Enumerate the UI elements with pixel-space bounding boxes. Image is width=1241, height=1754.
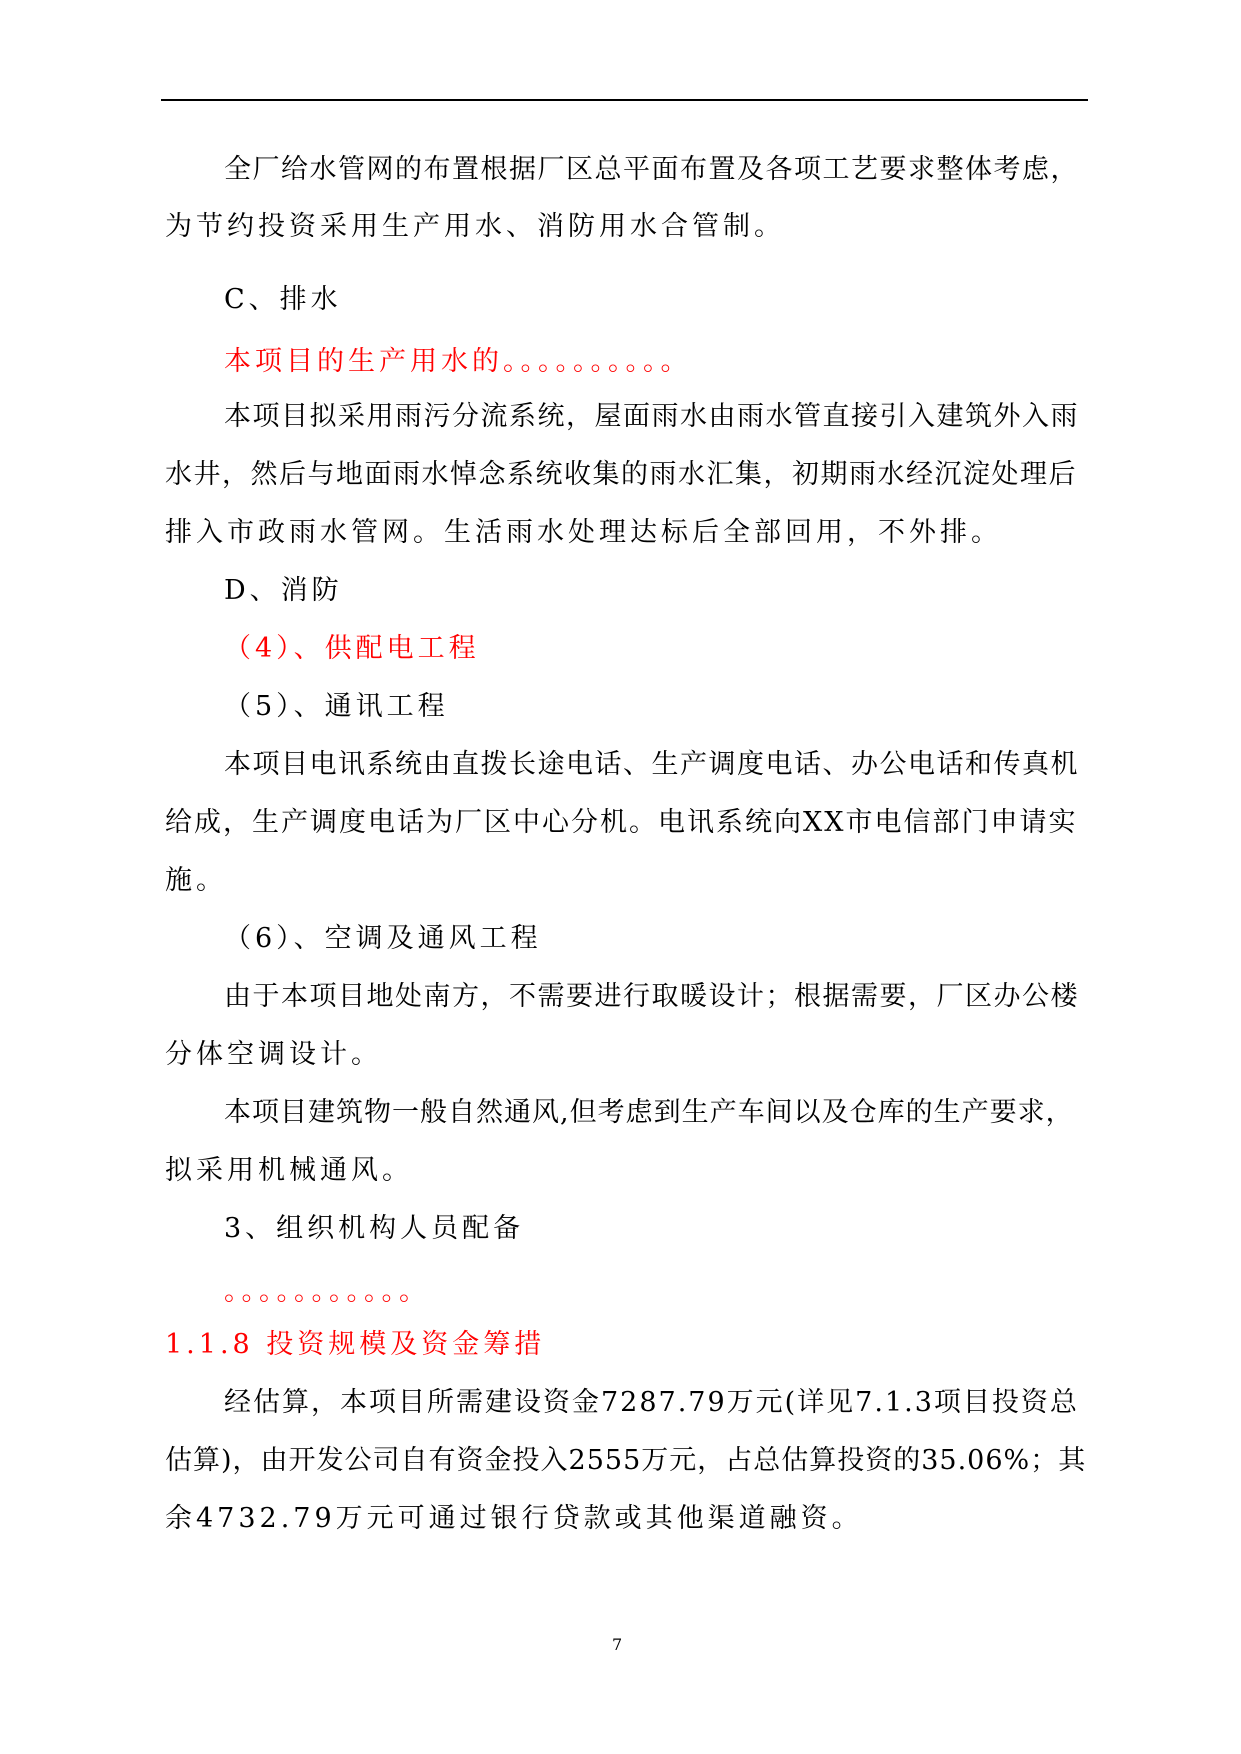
text-line: D、消防 [224,575,343,606]
text-line: （5）、通讯工程 [224,691,449,722]
text-line: 本项目电讯系统由直拨长途电话、生产调度电话、办公电话和传真机 [224,749,1079,780]
text-line: （6）、空调及通风工程 [224,923,542,954]
text-line: 经估算，本项目所需建设资金7287.79万元(详见7.1.3项目投资总 [224,1387,1079,1418]
text-line: 本项目的生产用水的。。。。。。。。。。 [224,346,692,377]
section-heading: 1.1.8 投资规模及资金筹措 [165,1329,546,1360]
text-line: 施。 [165,865,227,896]
text-line: 为节约投资采用生产用水、消防用水合管制。 [165,211,785,242]
text-line: 分体空调设计。 [165,1039,382,1070]
text-line: 给成，生产调度电话为厂区中心分机。电讯系统向XX市电信部门申请实 [165,807,1078,838]
text-line: 余4732.79万元可通过银行贷款或其他渠道融资。 [165,1503,863,1534]
text-line: （4）、供配电工程 [224,633,480,664]
text-line: 3、组织机构人员配备 [224,1213,525,1244]
text-line: 。。。。。。。。。。。 [224,1276,430,1307]
text-line: 全厂给水管网的布置根据厂区总平面布置及各项工艺要求整体考虑， [224,154,1079,185]
text-line: 拟采用机械通风。 [165,1155,413,1186]
text-line: 本项目建筑物一般自然通风,但考虑到生产车间以及仓库的生产要求， [224,1097,1074,1128]
text-line: 本项目拟采用雨污分流系统，屋面雨水由雨水管直接引入建筑外入雨 [224,401,1079,432]
text-line: C、排水 [224,284,342,315]
page-number: 7 [612,1635,623,1654]
header-rule [161,99,1088,101]
text-line: 水井，然后与地面雨水悼念系统收集的雨水汇集，初期雨水经沉淀处理后 [165,459,1077,490]
text-line: 估算)，由开发公司自有资金投入2555万元，占总估算投资的35.06%；其 [165,1445,1087,1476]
text-line: 由于本项目地处南方，不需要进行取暖设计；根据需要，厂区办公楼 [224,981,1079,1012]
text-line: 排入市政雨水管网。生活雨水处理达标后全部回用，不外排。 [165,517,1002,548]
